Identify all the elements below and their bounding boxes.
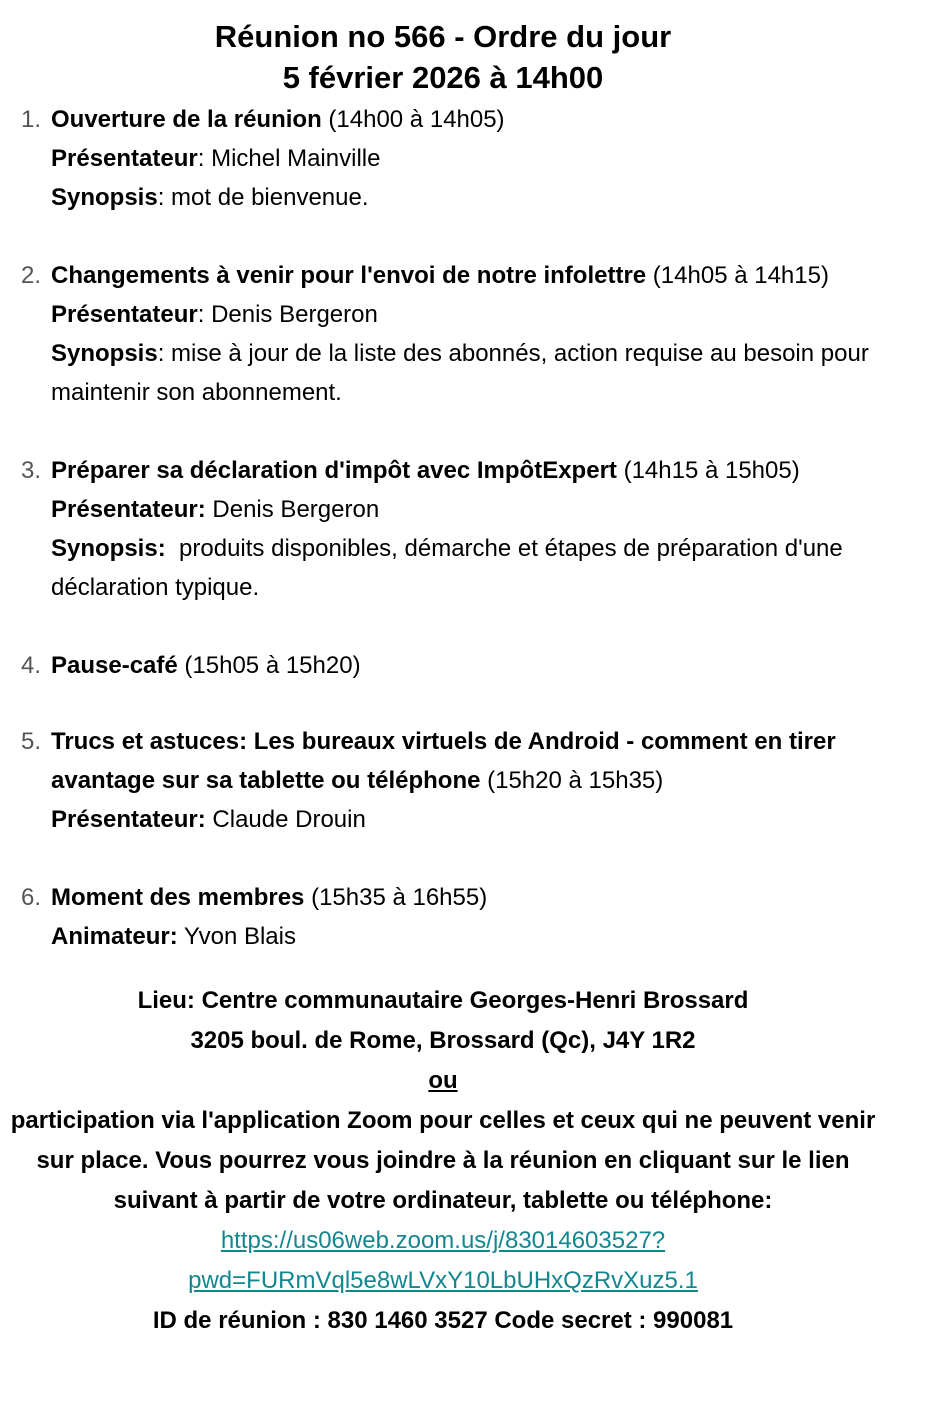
item-time: (14h00 à 14h05) bbox=[321, 106, 505, 133]
field-label: Présentateur bbox=[51, 301, 198, 328]
field-value: Denis Bergeron bbox=[205, 496, 380, 523]
field-value: : Michel Mainville bbox=[197, 145, 381, 172]
item-number: 6. bbox=[21, 884, 42, 911]
item-time: (15h20 à 15h35) bbox=[480, 767, 664, 794]
field-value: Claude Drouin bbox=[205, 806, 366, 833]
item-time: (14h05 à 14h15) bbox=[646, 262, 829, 289]
or-separator: ou bbox=[428, 1067, 458, 1094]
field-value: : Denis Bergeron bbox=[197, 301, 378, 328]
agenda-item bbox=[0, 646, 911, 685]
zoom-instructions: participation via l'application Zoom pour celles et ceux qui ne peuvent venir sur place. Vous pourrez vous joindre à la réunion en cliquant sur le lien suivant à partir de votre ordinateur, tablette ou téléphone: bbox=[10, 1107, 876, 1214]
item-number: 3. bbox=[21, 457, 42, 484]
title-line-1: Réunion no 566 - Ordre du jour bbox=[214, 19, 672, 54]
title-line-2: 5 février 2026 à 14h00 bbox=[282, 60, 604, 95]
item-title: Trucs et astuces: Les bureaux virtuels de Android - comment en tirer avantage sur sa tablette ou téléphone bbox=[51, 728, 836, 794]
item-title: Préparer sa déclaration d'impôt avec ImpôtExpert bbox=[51, 457, 617, 484]
location-address: 3205 boul. de Rome, Brossard (Qc), J4Y 1R2 bbox=[190, 1027, 696, 1054]
field-label: Présentateur: bbox=[51, 496, 206, 523]
agenda-item bbox=[0, 878, 911, 956]
field-label: Synopsis: bbox=[51, 535, 166, 562]
field-label: Présentateur bbox=[51, 145, 198, 172]
zoom-link-line-1[interactable]: https://us06web.zoom.us/j/83014603527? bbox=[220, 1227, 666, 1254]
item-time: (15h35 à 16h55) bbox=[304, 884, 488, 911]
agenda-item bbox=[0, 256, 911, 412]
item-number: 2. bbox=[21, 262, 42, 289]
location-name: Lieu: Centre communautaire Georges-Henri Brossard bbox=[137, 987, 749, 1014]
zoom-link-line-2[interactable]: pwd=FURmVql5e8wLVxY10LbUHxQzRvXuz5.1 bbox=[188, 1267, 698, 1294]
field-value: Yvon Blais bbox=[177, 923, 296, 950]
item-time: (14h15 à 15h05) bbox=[616, 457, 800, 484]
meeting-location bbox=[0, 981, 886, 1341]
field-value: produits disponibles, démarche et étapes de préparation d'une déclaration typique. bbox=[51, 535, 850, 601]
field-value: : mise à jour de la liste des abonnés, action requise au besoin pour maintenir son abonnement. bbox=[51, 340, 869, 406]
item-title: Moment des membres bbox=[51, 884, 305, 911]
field-value: : mot de bienvenue. bbox=[157, 184, 369, 211]
field-label: Présentateur: bbox=[51, 806, 206, 833]
item-number: 1. bbox=[21, 106, 42, 133]
agenda-item bbox=[0, 451, 911, 607]
agenda-item bbox=[0, 722, 911, 839]
field-label: Animateur: bbox=[51, 923, 178, 950]
item-title: Ouverture de la réunion bbox=[51, 106, 322, 133]
field-label: Synopsis bbox=[51, 184, 158, 211]
item-number: 5. bbox=[21, 728, 42, 755]
item-title: Changements à venir pour l'envoi de notre infolettre bbox=[51, 262, 647, 289]
item-title: Pause-café bbox=[51, 652, 178, 679]
field-label: Synopsis bbox=[51, 340, 158, 367]
agenda-list bbox=[0, 100, 927, 956]
page-title bbox=[0, 16, 886, 98]
item-time: (15h05 à 15h20) bbox=[177, 652, 361, 679]
agenda-item bbox=[0, 100, 911, 217]
meeting-id: ID de réunion : 830 1460 3527 Code secret : 990081 bbox=[152, 1307, 734, 1334]
item-number: 4. bbox=[21, 652, 42, 679]
